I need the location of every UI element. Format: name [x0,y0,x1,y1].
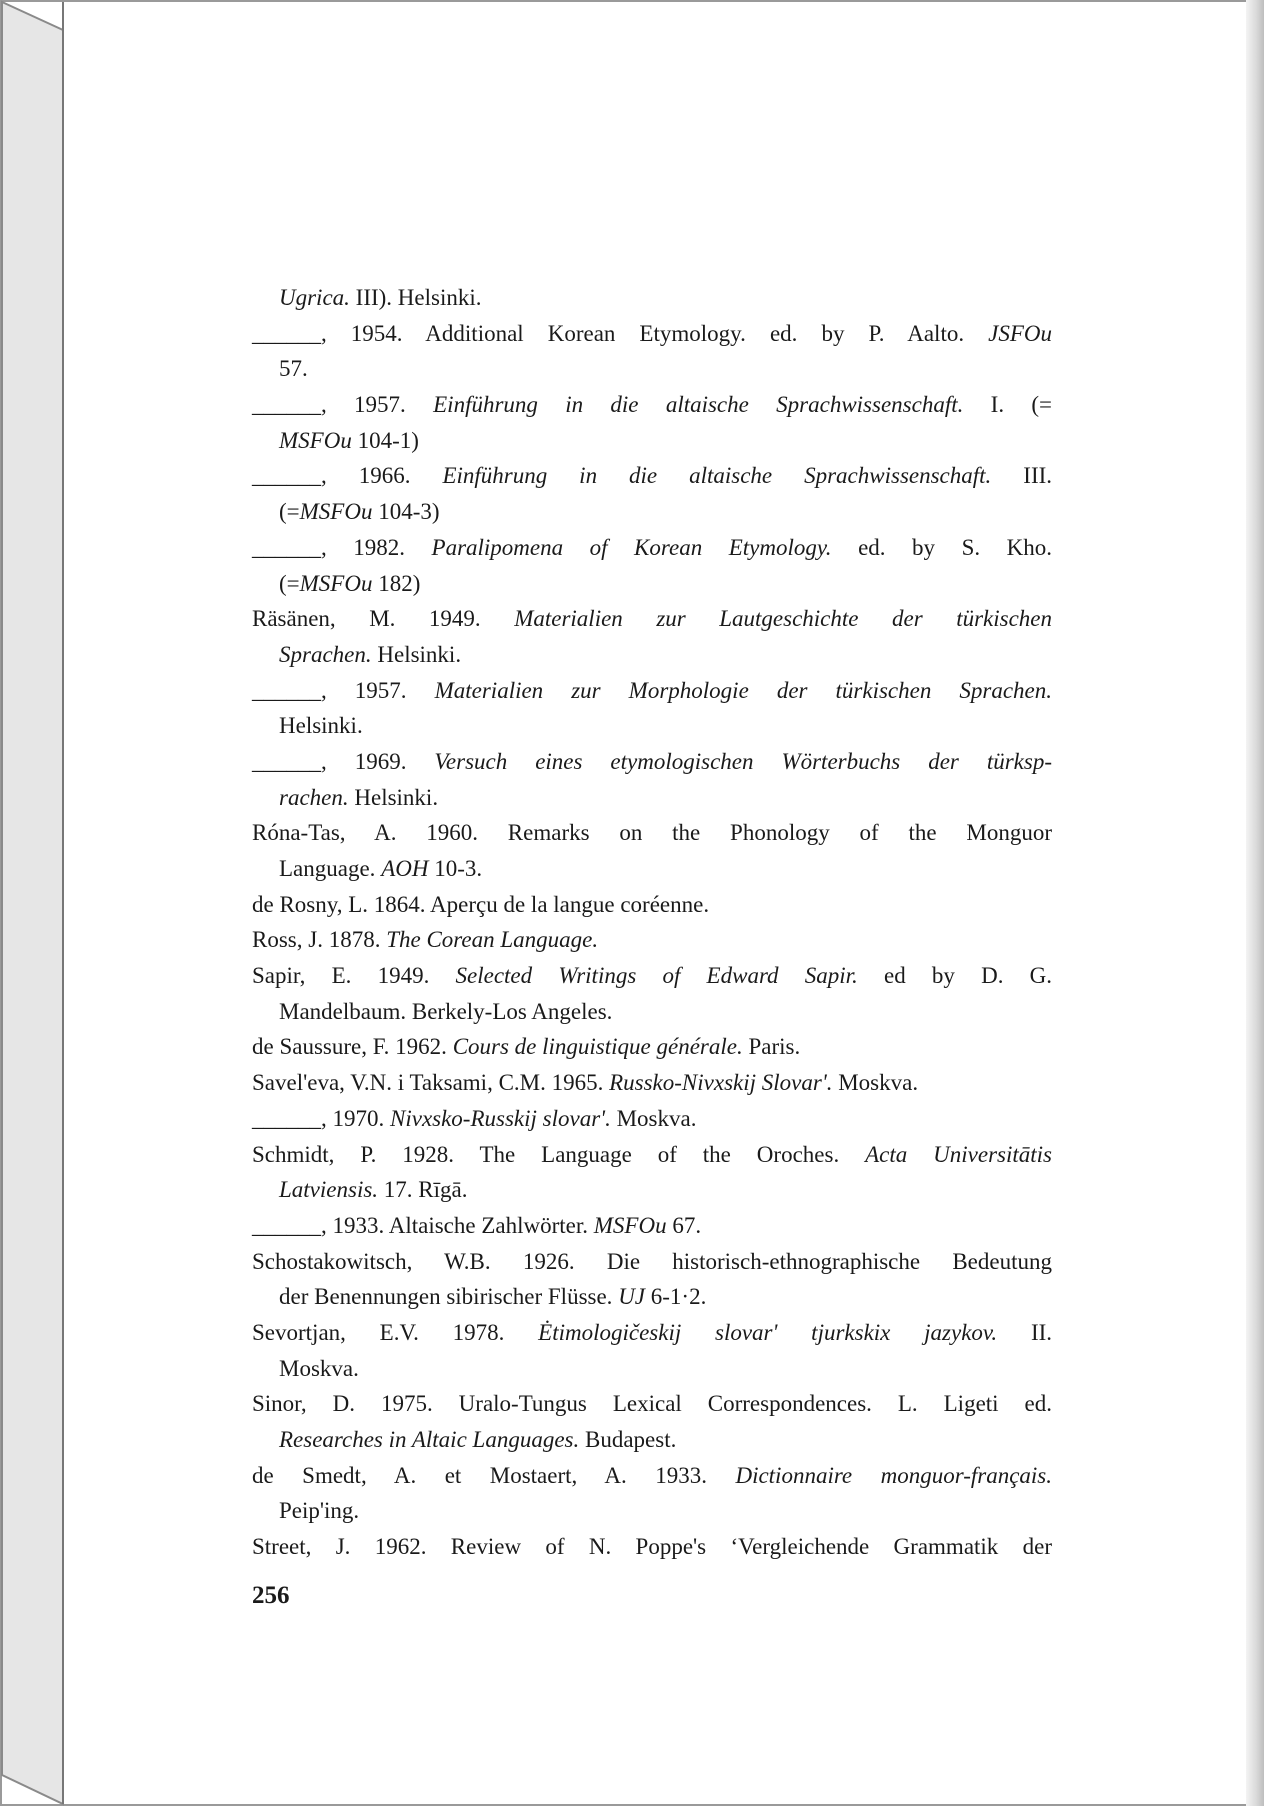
bibliography-entry [252,1458,1052,1529]
entry-title-italic: UJ [618,1284,646,1310]
entry-title-italic: Nivxsko-Russkij slovar'. [390,1105,611,1131]
bibliography-entry [252,887,1052,923]
entry-title-italic: JSFOu [988,320,1052,346]
entry-line [252,1458,1052,1494]
entry-text: Budapest. [579,1427,677,1452]
entry-line [252,744,1052,780]
bibliography-entry [252,1065,1052,1101]
entry-text: Savel'eva, V.N. i Taksami, C.M. 1965. [252,1070,610,1096]
bibliography-entry [252,1529,1052,1565]
entry-text: III. [991,463,1053,489]
entry-title-italic: MSFOu [279,427,352,453]
entry-text: ed by D. G. [857,963,1052,989]
entry-title-italic: Dictionnaire monguor-français. [735,1462,1052,1488]
entry-line [252,423,1052,459]
entry-line [252,1351,1052,1387]
entry-text: Moskva. [279,1355,359,1381]
bibliography-entry [252,1029,1052,1065]
entry-line [252,387,1052,423]
entry-text: ed. by S. Kho. [831,534,1052,560]
entry-line [252,280,1052,316]
entry-text: ______, 1982. [252,534,432,560]
entry-title-italic: The Corean Language. [386,927,599,953]
entry-text: 67. [666,1212,702,1238]
entry-text: Moskva. [832,1070,919,1096]
entry-line [252,1315,1052,1351]
bibliography-entry [252,1244,1052,1315]
entry-title-italic: Ėtimologičeskij slovar' tjurkskix jazykov. [538,1319,998,1345]
entry-text: ______, 1954. Additional Korean Etymology. ed. by P. Aalto. [252,320,989,346]
entry-line [252,458,1052,494]
entry-text: III). Helsinki. [349,285,482,310]
entry-line [252,994,1052,1030]
bibliography-entry [252,316,1052,387]
entry-text: de Smedt, A. et Mostaert, A. 1933. [252,1462,736,1488]
bibliography-entry [252,530,1052,601]
entry-line [252,922,1052,958]
entry-line [252,1386,1052,1422]
entry-line [252,851,1052,887]
entry-line [252,637,1052,673]
entry-line [252,566,1052,602]
entry-text: Sinor, D. 1975. Uralo-Tungus Lexical Correspondences. L. Ligeti ed. [252,1391,1052,1417]
bibliography-entry [252,958,1052,1029]
entry-text: Street, J. 1962. Review of N. Poppe's ‘Vergleichende Grammatik der [252,1534,1052,1560]
entry-line [252,530,1052,566]
page-number: 256 [252,1582,290,1609]
entry-title-italic: Einführung in die altaische Sprachwissenschaft. [442,463,992,489]
entry-text: 10-3. [428,856,483,881]
bibliography-list [252,280,1052,1565]
entry-text: 17. Rīgā. [378,1177,468,1203]
entry-line [252,494,1052,530]
bibliography-entry [252,815,1052,886]
entry-text: ______, 1970. [252,1105,390,1131]
entry-line [252,815,1052,851]
entry-line [252,601,1052,637]
entry-line [252,673,1052,709]
entry-title-italic: rachen. [279,784,349,810]
entry-title-italic: AOH [381,856,429,881]
entry-text: 6-1·2. [645,1284,707,1310]
bibliography-entry [252,1315,1052,1386]
entry-title-italic: Paralipomena of Korean Etymology. [431,534,832,560]
entry-text: Ross, J. 1878. [252,927,387,953]
entry-title-italic: Researches in Altaic Languages. [279,1427,580,1452]
entry-text: ______, 1957. [252,677,435,703]
entry-text: Language. [279,856,382,881]
entry-title-italic: MSFOu [299,570,373,596]
entry-line [252,1244,1052,1280]
entry-text: Schmidt, P. 1928. The Language of the Oroches. [252,1141,866,1167]
bibliography-entry [252,458,1052,529]
entry-title-italic: Ugrica. [279,285,350,310]
entry-text: ______, 1957. [252,392,434,418]
bibliography-entry [252,744,1052,815]
entry-text: ______, 1966. [252,463,443,489]
entry-line [252,1493,1052,1529]
bibliography-entry [252,1137,1052,1208]
entry-line [252,1065,1052,1101]
entry-text: (= [279,570,300,596]
entry-title-italic: Selected Writings of Edward Sapir. [455,963,858,989]
bibliography-entry [252,601,1052,672]
bibliography-entry [252,387,1052,458]
entry-text: 104-1) [351,427,419,453]
entry-line [252,1172,1052,1208]
entry-line [252,1101,1052,1137]
entry-text: Moskva. [610,1105,697,1131]
bibliography-entry [252,1101,1052,1137]
entry-text: I. (= [963,392,1053,418]
entry-text: ______, 1933. Altaische Zahlwörter. [252,1212,594,1238]
entry-title-italic: MSFOu [299,499,373,525]
entry-title-italic: Russko-Nivxskij Slovar'. [609,1070,833,1096]
entry-title-italic: MSFOu [593,1212,667,1238]
entry-text: Räsänen, M. 1949. [252,606,515,632]
entry-title-italic: Einführung in die altaische Sprachwissenschaft. [433,392,964,418]
entry-line [252,1137,1052,1173]
entry-title-italic: Materialien zur Morphologie der türkischen Sprachen. [434,677,1052,703]
entry-line [252,1529,1052,1565]
entry-text: Sapir, E. 1949. [252,963,456,989]
entry-text: de Rosny, L. 1864. Aperçu de la langue coréenne. [252,891,710,917]
entry-line [252,316,1052,352]
entry-line [252,958,1052,994]
bibliography-entry [252,1208,1052,1244]
entry-text: Helsinki. [348,784,439,810]
entry-title-italic: Versuch eines etymologischen Wörterbuchs der türksp- [434,748,1052,774]
entry-line [252,708,1052,744]
bibliography-entry [252,922,1052,958]
entry-text: Róna-Tas, A. 1960. Remarks on the Phonology of the Monguor [252,820,1052,846]
entry-text: Schostakowitsch, W.B. 1926. Die historisch-ethnographische Bedeutung [252,1248,1052,1274]
entry-line [252,1029,1052,1065]
entry-line [252,1279,1052,1315]
entry-text: (= [279,499,300,525]
bibliography-entry [252,673,1052,744]
entry-line [252,1422,1052,1458]
entry-text: der Benennungen sibirischer Flüsse. [279,1284,619,1310]
entry-text: Peip'ing. [279,1498,360,1524]
entry-title-italic: Cours de linguistique générale. [452,1034,743,1060]
entry-title-italic: Materialien zur Lautgeschichte der türkischen [514,606,1053,632]
entry-text: Paris. [742,1034,801,1060]
entry-title-italic: Sprachen. [279,641,372,667]
bibliography-entry [252,280,1052,316]
entry-text: 104-3) [372,499,440,525]
entry-text: 57. [279,356,308,382]
entry-text: Sevortjan, E.V. 1978. [252,1319,539,1345]
entry-text: de Saussure, F. 1962. [252,1034,453,1060]
entry-line [252,351,1052,387]
entry-line [252,887,1052,923]
bibliography-entry [252,1386,1052,1457]
entry-text: II. [997,1319,1053,1345]
entry-text: Mandelbaum. Berkely-Los Angeles. [279,998,613,1024]
entry-line [252,780,1052,816]
entry-text: 182) [372,570,421,596]
entry-text: ______, 1969. [252,748,435,774]
entry-line [252,1208,1052,1244]
entry-text: Helsinki. [279,713,363,739]
entry-title-italic: Acta Universitātis [865,1141,1052,1167]
entry-title-italic: Latviensis. [279,1177,379,1203]
entry-text: Helsinki. [371,641,462,667]
page-right-shadow [1246,0,1264,1806]
